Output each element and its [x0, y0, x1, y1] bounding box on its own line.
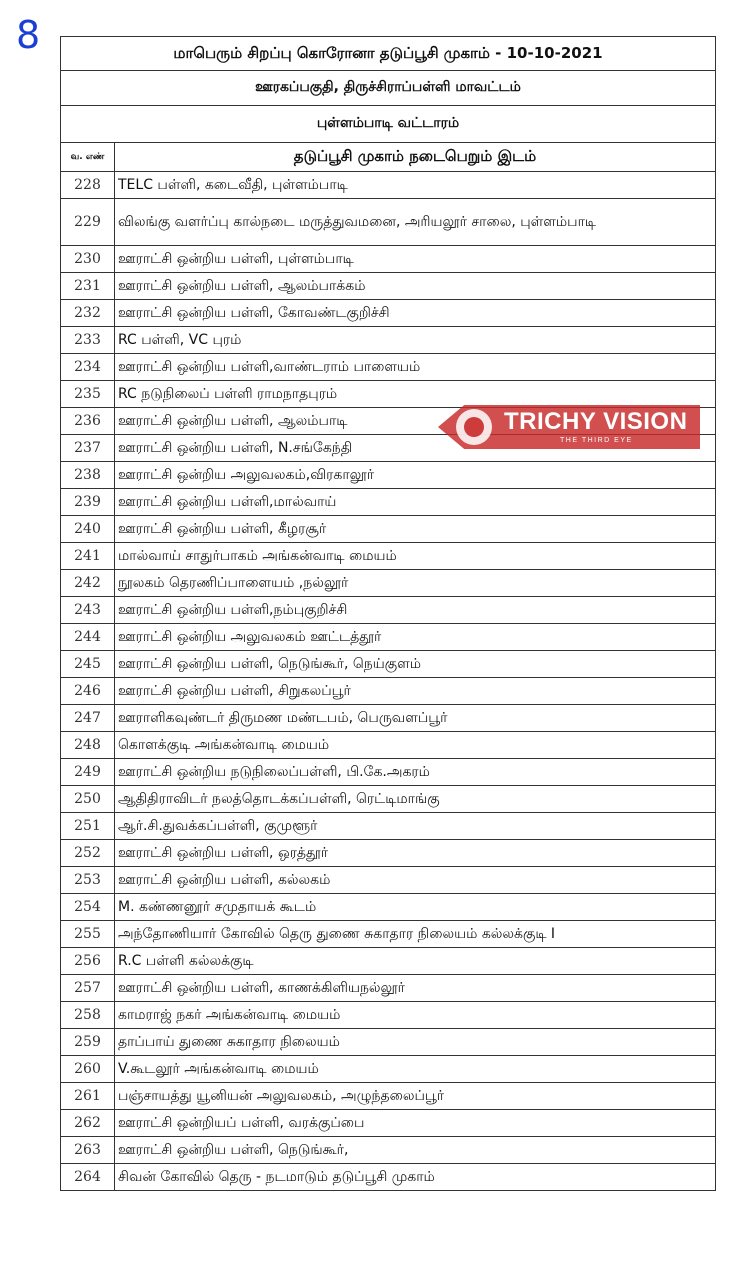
- table-row: [61, 516, 716, 543]
- table-row: [61, 199, 716, 246]
- row-serial-number: 248: [61, 732, 115, 759]
- row-serial-number: 256: [61, 948, 115, 975]
- row-serial-number: 249: [61, 759, 115, 786]
- table-body: [61, 37, 716, 1191]
- row-camp-location: ஊராட்சி ஒன்றிய பள்ளி, கல்லகம்: [115, 867, 716, 894]
- table-row: [61, 867, 716, 894]
- title-row: [61, 37, 716, 71]
- row-camp-location: ஊராட்சி ஒன்றியப் பள்ளி, வரக்குப்பை: [115, 1110, 716, 1137]
- row-camp-location: ஊராட்சி ஒன்றிய பள்ளி, கோவண்டகுறிச்சி: [115, 300, 716, 327]
- column-header-row: [61, 143, 716, 172]
- row-serial-number: 251: [61, 813, 115, 840]
- column-header-sno: வ. எண்: [61, 143, 115, 172]
- row-serial-number: 260: [61, 1056, 115, 1083]
- table-row: [61, 462, 716, 489]
- row-serial-number: 252: [61, 840, 115, 867]
- row-serial-number: 258: [61, 1002, 115, 1029]
- row-serial-number: 230: [61, 246, 115, 273]
- table-row: [61, 381, 716, 408]
- table-row: [61, 597, 716, 624]
- row-camp-location: RC பள்ளி, VC புரம்: [115, 327, 716, 354]
- row-serial-number: 263: [61, 1137, 115, 1164]
- table-row: [61, 840, 716, 867]
- row-camp-location: TELC பள்ளி, கடைவீதி, புள்ளம்பாடி: [115, 172, 716, 199]
- row-camp-location: தாப்பாய் துணை சுகாதார நிலையம்: [115, 1029, 716, 1056]
- table-row: [61, 1056, 716, 1083]
- eye-logo-icon: [456, 409, 492, 445]
- column-header-place: தடுப்பூசி முகாம் நடைபெறும் இடம்: [115, 143, 716, 172]
- row-serial-number: 238: [61, 462, 115, 489]
- row-camp-location: ஊராட்சி ஒன்றிய பள்ளி,நம்புகுறிச்சி: [115, 597, 716, 624]
- table-row: [61, 172, 716, 199]
- row-camp-location: ஊராட்சி ஒன்றிய பள்ளி, காணக்கிளியநல்லூர்: [115, 975, 716, 1002]
- row-serial-number: 264: [61, 1164, 115, 1191]
- row-camp-location: ஆதிதிராவிடர் நலத்தொடக்கப்பள்ளி, ரெட்டிமாங்கு: [115, 786, 716, 813]
- table-row: [61, 354, 716, 381]
- row-serial-number: 235: [61, 381, 115, 408]
- row-serial-number: 242: [61, 570, 115, 597]
- row-serial-number: 234: [61, 354, 115, 381]
- row-camp-location: RC நடுநிலைப் பள்ளி ராமநாதபுரம்: [115, 381, 716, 408]
- table-row: [61, 1002, 716, 1029]
- row-serial-number: 250: [61, 786, 115, 813]
- table-row: [61, 489, 716, 516]
- table-row: [61, 1083, 716, 1110]
- row-camp-location: V.கூடலூர் அங்கன்வாடி மையம்: [115, 1056, 716, 1083]
- table-row: [61, 921, 716, 948]
- row-serial-number: 245: [61, 651, 115, 678]
- row-serial-number: 257: [61, 975, 115, 1002]
- row-camp-location: கொளக்குடி அங்கன்வாடி மையம்: [115, 732, 716, 759]
- row-serial-number: 246: [61, 678, 115, 705]
- vaccination-camp-table: [60, 36, 716, 1191]
- trichy-vision-watermark: [438, 405, 700, 449]
- row-camp-location: ஊராட்சி ஒன்றிய பள்ளி, சிறுகலப்பூர்: [115, 678, 716, 705]
- table-row: [61, 894, 716, 921]
- row-camp-location: ஊராட்சி ஒன்றிய பள்ளி, நெடுங்கூர்,: [115, 1137, 716, 1164]
- row-camp-location: அந்தோணியார் கோவில் தெரு துணை சுகாதார நிலையம் கல்லக்குடி I: [115, 921, 716, 948]
- block-name: புள்ளம்பாடி வட்டாரம்: [61, 106, 716, 143]
- table-row: [61, 1110, 716, 1137]
- row-camp-location: R.C பள்ளி கல்லக்குடி: [115, 948, 716, 975]
- eye-logo-inner: [464, 417, 484, 437]
- table-row: [61, 948, 716, 975]
- row-serial-number: 243: [61, 597, 115, 624]
- table-row: [61, 1029, 716, 1056]
- row-serial-number: 259: [61, 1029, 115, 1056]
- row-serial-number: 231: [61, 273, 115, 300]
- row-camp-location: ஊராட்சி ஒன்றிய பள்ளி, ஆலம்பாடி: [115, 408, 716, 435]
- table-row: [61, 300, 716, 327]
- table-row: [61, 1164, 716, 1191]
- row-serial-number: 229: [61, 199, 115, 246]
- table-row: [61, 624, 716, 651]
- row-serial-number: 237: [61, 435, 115, 462]
- row-serial-number: 261: [61, 1083, 115, 1110]
- row-serial-number: 240: [61, 516, 115, 543]
- table-row: [61, 678, 716, 705]
- document-title: மாபெரும் சிறப்பு கொரோனா தடுப்பூசி முகாம் - 10-10-2021: [61, 37, 716, 71]
- watermark-tagline: THE THIRD EYE: [560, 437, 633, 444]
- row-camp-location: சிவன் கோவில் தெரு - நடமாடும் தடுப்பூசி முகாம்: [115, 1164, 716, 1191]
- row-camp-location: ஊராட்சி ஒன்றிய பள்ளி, புள்ளம்பாடி: [115, 246, 716, 273]
- row-camp-location: ஊராட்சி ஒன்றிய பள்ளி, N.சங்கேந்தி: [115, 435, 716, 462]
- row-camp-location: ஊராட்சி ஒன்றிய நடுநிலைப்பள்ளி, பி.கே.அகரம்: [115, 759, 716, 786]
- table-row: [61, 786, 716, 813]
- row-serial-number: 255: [61, 921, 115, 948]
- table-row: [61, 246, 716, 273]
- row-serial-number: 244: [61, 624, 115, 651]
- row-camp-location: மால்வாய் சாதுர்பாகம் அங்கன்வாடி மையம்: [115, 543, 716, 570]
- row-camp-location: ஆர்.சி.துவக்கப்பள்ளி, குமுளூர்: [115, 813, 716, 840]
- row-serial-number: 236: [61, 408, 115, 435]
- table-row: [61, 273, 716, 300]
- row-camp-location: ஊராட்சி ஒன்றிய அலுவலகம் ஊட்டத்தூர்: [115, 624, 716, 651]
- row-serial-number: 233: [61, 327, 115, 354]
- table-row: [61, 705, 716, 732]
- table-row: [61, 570, 716, 597]
- row-camp-location: ஊராட்சி ஒன்றிய பள்ளி, ஆலம்பாக்கம்: [115, 273, 716, 300]
- page-number: 8: [16, 13, 41, 57]
- district-subtitle: ஊரகப்பகுதி, திருச்சிராப்பள்ளி மாவட்டம்: [61, 71, 716, 106]
- row-camp-location: ஊராட்சி ஒன்றிய பள்ளி, ஒரத்தூர்: [115, 840, 716, 867]
- table-row: [61, 759, 716, 786]
- row-camp-location: ஊராட்சி ஒன்றிய பள்ளி, நெடுங்கூர், நெய்குளம்: [115, 651, 716, 678]
- table-row: [61, 732, 716, 759]
- row-serial-number: 228: [61, 172, 115, 199]
- row-camp-location: ஊராட்சி ஒன்றிய பள்ளி, கீழரசூர்: [115, 516, 716, 543]
- table-row: [61, 975, 716, 1002]
- row-camp-location: ஊராளிகவுண்டர் திருமண மண்டபம், பெருவளப்பூர்: [115, 705, 716, 732]
- row-serial-number: 247: [61, 705, 115, 732]
- table-row: [61, 327, 716, 354]
- row-camp-location: M. கண்ணனூர் சமுதாயக் கூடம்: [115, 894, 716, 921]
- row-serial-number: 254: [61, 894, 115, 921]
- table-row: [61, 813, 716, 840]
- watermark-title: TRICHY VISION: [504, 408, 688, 435]
- table-row: [61, 1137, 716, 1164]
- row-camp-location: நூலகம் தெரணிப்பாளையம் ,நல்லூர்: [115, 570, 716, 597]
- row-camp-location: காமராஜ் நகர் அங்கன்வாடி மையம்: [115, 1002, 716, 1029]
- subtitle-row: [61, 71, 716, 106]
- row-camp-location: ஊராட்சி ஒன்றிய பள்ளி,மால்வாய்: [115, 489, 716, 516]
- row-camp-location: பஞ்சாயத்து யூனியன் அலுவலகம், அழுந்தலைப்பூர்: [115, 1083, 716, 1110]
- row-serial-number: 262: [61, 1110, 115, 1137]
- row-camp-location: ஊராட்சி ஒன்றிய பள்ளி,வாண்டராம் பாளையம்: [115, 354, 716, 381]
- row-serial-number: 241: [61, 543, 115, 570]
- block-row: [61, 106, 716, 143]
- row-camp-location: ஊராட்சி ஒன்றிய அலுவலகம்,விரகாலூர்: [115, 462, 716, 489]
- row-serial-number: 253: [61, 867, 115, 894]
- row-camp-location: விலங்கு வளர்ப்பு கால்நடை மருத்துவமனை, அரியலூர் சாலை, புள்ளம்பாடி: [115, 199, 716, 246]
- table-row: [61, 543, 716, 570]
- table-row: [61, 651, 716, 678]
- row-serial-number: 232: [61, 300, 115, 327]
- row-serial-number: 239: [61, 489, 115, 516]
